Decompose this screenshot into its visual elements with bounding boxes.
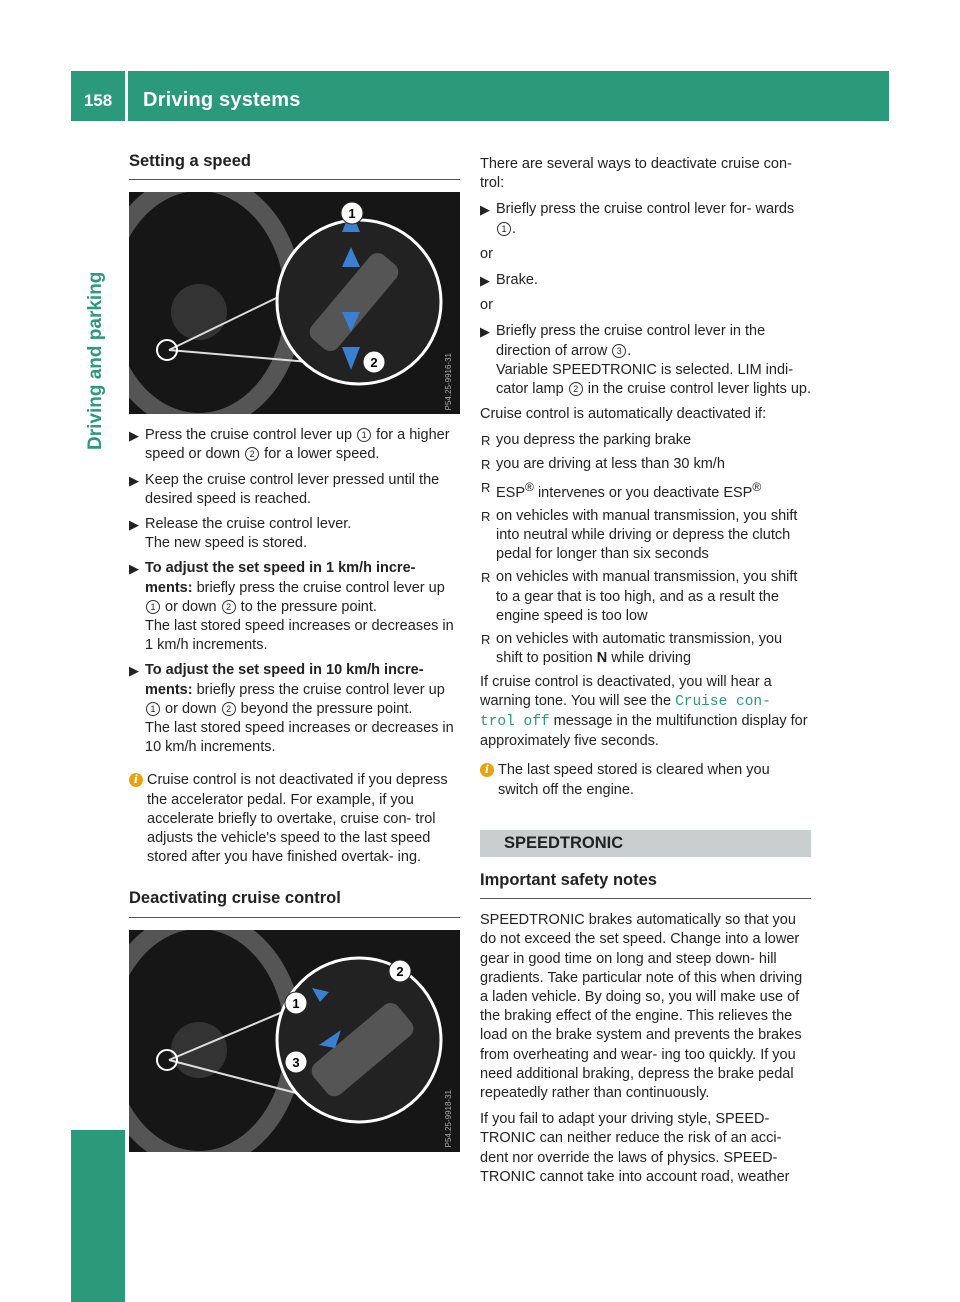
list-item bbox=[480, 431, 811, 450]
gear-position: N bbox=[596, 650, 608, 667]
bullet-icon: R bbox=[481, 479, 491, 495]
step-text: or down bbox=[161, 700, 221, 717]
step-text: Briefly press the cruise control lever in the direction of arrow bbox=[496, 323, 766, 359]
callout-2: 2 bbox=[222, 600, 236, 614]
bullet-icon: R bbox=[481, 433, 491, 449]
bullet-text: on vehicles with manual transmission, you shift into neutral while driving or depress the clutch pedal for longer than six seconds bbox=[496, 507, 798, 563]
step-result: Variable SPEEDTRONIC is selected. LIM indi- cator lamp bbox=[496, 361, 794, 398]
bullet-text: on vehicles with manual transmission, you shift to a gear that is too high, and as a result the engine speed is too low bbox=[496, 569, 798, 624]
list-item bbox=[480, 478, 811, 503]
info-text: The last speed stored is cleared when you switch off the engine. bbox=[498, 762, 770, 798]
step-text: briefly press the cruise control lever up bbox=[192, 681, 445, 698]
or-text: or bbox=[480, 297, 493, 314]
photo-code-1: P54.25-9916-31 bbox=[443, 352, 453, 411]
bullet-text: on vehicles with automatic transmission, you shift to position bbox=[496, 631, 783, 667]
callout-1: 1 bbox=[357, 428, 371, 442]
paragraph-text: If cruise control is deactivated, you will hear a warning tone. You will see the bbox=[480, 673, 772, 709]
step-bold: To adjust the set speed in 10 km/h incre- ments: bbox=[145, 662, 424, 698]
svg-text:3: 3 bbox=[292, 1054, 300, 1070]
warning-tone-text bbox=[480, 673, 811, 752]
info-note-engine bbox=[480, 761, 811, 799]
svg-text:1: 1 bbox=[348, 206, 356, 222]
auto-deactivate-intro: Cruise control is automatically deactivated if: bbox=[480, 406, 767, 423]
bullet-icon: R bbox=[481, 570, 491, 586]
step-text: briefly press the cruise control lever up bbox=[192, 579, 445, 596]
option-arrow-3 bbox=[480, 322, 811, 399]
step-adjust-10kmh bbox=[129, 661, 460, 757]
callout-1: 1 bbox=[146, 600, 160, 614]
callout-1: 1 bbox=[497, 222, 511, 236]
right-column bbox=[480, 155, 811, 1194]
step-result: in the cruise control lever lights up. bbox=[583, 381, 812, 398]
deactivate-intro: There are several ways to deactivate cruise con- trol: bbox=[480, 156, 792, 192]
step-bold: To adjust the set speed in 1 km/h incre- ments: bbox=[145, 560, 416, 596]
callout-1: 1 bbox=[146, 702, 160, 716]
step-result: The last stored speed increases or decreases in 10 km/h increments. bbox=[145, 720, 454, 756]
step-text: . bbox=[627, 342, 632, 359]
step-text: for a lower speed. bbox=[260, 446, 380, 463]
step-text: or down bbox=[161, 598, 221, 615]
registered-mark: ® bbox=[752, 479, 762, 494]
bullet-text: intervenes or you deactivate ESP bbox=[533, 484, 753, 501]
step-text: Press the cruise control lever up bbox=[145, 427, 357, 444]
page-header bbox=[71, 71, 889, 121]
bullet-text: you are driving at less than 30 km/h bbox=[496, 455, 725, 472]
step-text: Briefly press the cruise control lever for- wards bbox=[496, 201, 795, 218]
svg-text:2: 2 bbox=[396, 963, 404, 979]
info-icon: i bbox=[480, 763, 494, 777]
heading-deactivating: Deactivating cruise control bbox=[129, 889, 460, 917]
step-release bbox=[129, 515, 460, 553]
callout-2: 2 bbox=[245, 447, 259, 461]
cruise-lever-photo-2 bbox=[129, 930, 460, 1152]
step-text: . bbox=[512, 220, 517, 237]
step-text: Release the cruise control lever. bbox=[145, 516, 352, 533]
safety-paragraph-2: If you fail to adapt your driving style, SPEED- TRONIC can neither reduce the risk of an acci- dent nor override the laws of physics. SPEED- TRONIC cannot take into account road, weather bbox=[480, 1111, 790, 1185]
step-text: to the pressure point. bbox=[236, 598, 377, 615]
step-text: Brake. bbox=[496, 272, 538, 289]
header-divider bbox=[125, 71, 128, 121]
arrow-icon: ▶ bbox=[129, 663, 139, 679]
info-text: Cruise control is not deactivated if you depress the accelerator pedal. For example, if you accelerate briefly to overtake, cruise con- trol adjusts the vehicle's speed to the last speed stored after you have finished overtak- ing. bbox=[147, 772, 448, 866]
arrow-icon: ▶ bbox=[480, 324, 490, 340]
left-column bbox=[129, 152, 460, 1164]
list-item bbox=[480, 630, 811, 668]
info-note-accelerator bbox=[129, 771, 460, 867]
chapter-title: Driving systems bbox=[143, 89, 301, 111]
step-adjust-1kmh bbox=[129, 559, 460, 655]
svg-text:2: 2 bbox=[370, 355, 378, 371]
list-item bbox=[480, 455, 811, 474]
bullet-icon: R bbox=[481, 632, 491, 648]
info-icon: i bbox=[129, 773, 143, 787]
option-press-forwards bbox=[480, 200, 811, 238]
paragraph-text: message in the multifunction display for approximately five seconds. bbox=[480, 712, 808, 750]
heading-safety-notes: Important safety notes bbox=[480, 871, 811, 899]
photo-code-2: P54.25-9918-31 bbox=[443, 1090, 453, 1148]
list-item bbox=[480, 568, 811, 626]
heading-setting-speed: Setting a speed bbox=[129, 152, 460, 180]
or-text: or bbox=[480, 245, 493, 262]
arrow-icon: ▶ bbox=[129, 517, 139, 533]
side-section-label: Driving and parking bbox=[85, 271, 106, 450]
option-brake bbox=[480, 271, 811, 290]
lever-illustration-1 bbox=[129, 192, 460, 414]
bullet-text: you depress the parking brake bbox=[496, 432, 692, 449]
step-result: The last stored speed increases or decreases in 1 km/h increments. bbox=[145, 618, 454, 654]
bullet-text: while driving bbox=[607, 650, 692, 667]
step-keep-pressed bbox=[129, 471, 460, 509]
cruise-lever-photo-1 bbox=[129, 192, 460, 414]
svg-text:1: 1 bbox=[292, 995, 300, 1011]
arrow-icon: ▶ bbox=[129, 561, 139, 577]
step-result: The new speed is stored. bbox=[145, 535, 308, 552]
arrow-icon: ▶ bbox=[129, 428, 139, 444]
arrow-icon: ▶ bbox=[129, 472, 139, 488]
safety-paragraph-1: SPEEDTRONIC brakes automatically so that you do not exceed the set speed. Change into a lower gear in good time on long and steep down- hill gradients. Take particular note of this when driving a laden vehicle. By doing so, you will make use of the braking effect of the engine. This relieves the load on the brake system and prevents the brakes from overheating and wear- ing too quickly. If you need additional braking, depress the brake pedal repeatedly rather than continuously. bbox=[480, 912, 803, 1101]
bullet-icon: R bbox=[481, 508, 491, 524]
arrow-icon: ▶ bbox=[480, 202, 490, 218]
step-text: beyond the pressure point. bbox=[236, 700, 413, 717]
side-color-block bbox=[71, 1130, 125, 1302]
step-text: for a higher speed or down bbox=[145, 427, 450, 463]
callout-3: 3 bbox=[612, 344, 626, 358]
bullet-icon: R bbox=[481, 456, 491, 472]
step-text: Keep the cruise control lever pressed until the desired speed is reached. bbox=[145, 471, 440, 507]
bullet-text: ESP bbox=[496, 484, 526, 501]
lever-illustration-2 bbox=[129, 930, 460, 1152]
display-message: Cruise con‐ trol off bbox=[480, 693, 771, 730]
list-item bbox=[480, 507, 811, 565]
registered-mark: ® bbox=[525, 479, 534, 494]
arrow-icon: ▶ bbox=[480, 273, 490, 289]
section-bar-speedtronic: SPEEDTRONIC bbox=[480, 830, 811, 857]
page-number: 158 bbox=[83, 91, 113, 110]
step-press-lever bbox=[129, 426, 460, 464]
callout-2: 2 bbox=[569, 382, 583, 396]
callout-2: 2 bbox=[222, 702, 236, 716]
